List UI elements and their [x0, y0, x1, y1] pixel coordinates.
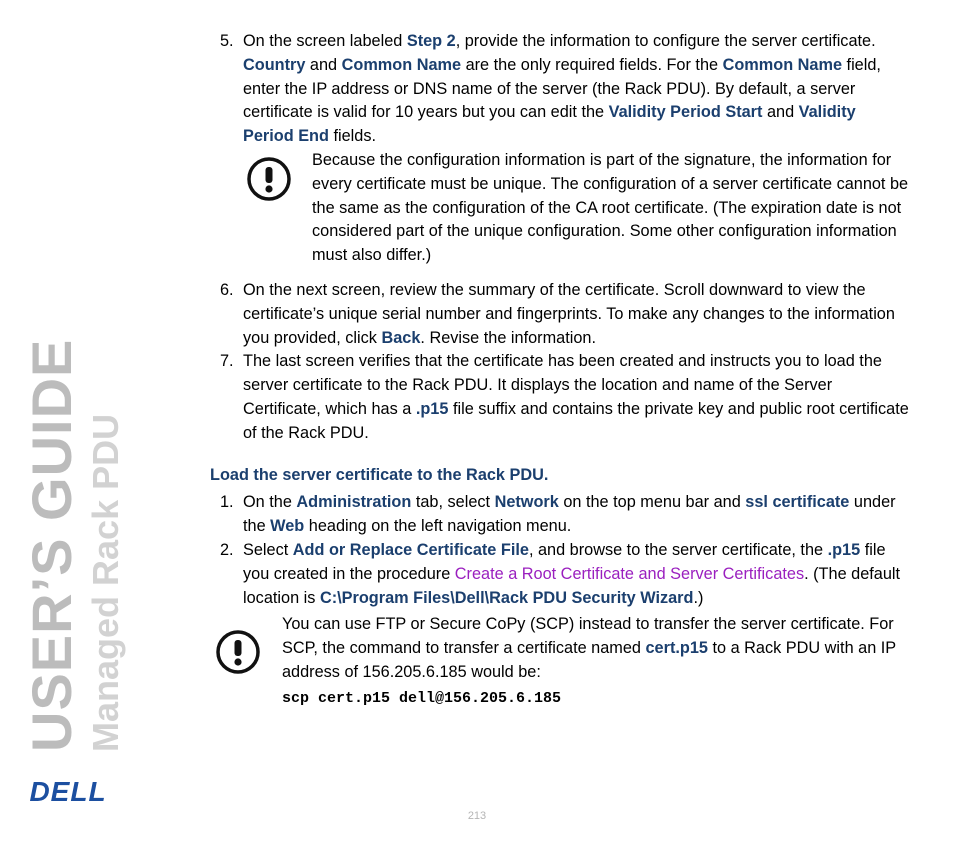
bold-term: Back — [381, 328, 421, 347]
bold-term: Country — [243, 55, 306, 74]
list-item-number: 5. — [220, 32, 234, 50]
section-heading: Load the server certificate to the Rack PDU. — [210, 465, 549, 484]
text-run: You can use FTP or Secure CoPy (SCP) instead to transfer the server certificate. For SCP, the command to transfer a certificate named — [282, 615, 894, 658]
sidebar-subtitle: Managed Rack PDU — [85, 413, 126, 752]
text-run: field, enter the IP address or DNS name of the server (the Rack PDU). By default, a server certificate is valid for 10 years but you can edit the — [243, 55, 881, 122]
bold-term: Web — [270, 517, 305, 536]
text-run: On the screen labeled — [243, 32, 407, 50]
bold-term: Validity Period Start — [608, 103, 763, 122]
text-run: and — [762, 103, 799, 122]
text-run: On the next screen, review the summary of the certificate. Scroll downward to view the certificate’s unique serial number and fingerprints. To make any changes to the information you provided, click — [243, 280, 895, 347]
text-run: , and browse to the server certificate, the — [528, 540, 828, 559]
bold-term: Common Name — [722, 55, 843, 74]
bold-term: cert.p15 — [645, 639, 708, 658]
list-item — [210, 491, 910, 539]
list-item-number: 6. — [220, 280, 234, 299]
list-item-number: 7. — [220, 352, 234, 371]
exclamation-icon — [246, 156, 292, 202]
scp-command: scp cert.p15 dell@156.205.6.185 — [282, 689, 562, 707]
sidebar-title: USER’S GUIDE — [20, 338, 83, 752]
list-item-text — [243, 350, 910, 445]
text-run: . (The default location is — [243, 564, 901, 607]
text-run: . Revise the information. — [420, 328, 596, 347]
list-item-text — [243, 30, 910, 149]
bold-term: C:\Program Files\Dell\Rack PDU Security Wizard — [319, 588, 694, 607]
dell-logo — [24, 776, 112, 806]
text-run: .) — [693, 588, 704, 607]
list-item-text — [243, 539, 910, 610]
text-run: On the — [243, 493, 297, 512]
text-run: file suffix and contains the private key and public root certificate of the Rack PDU. — [243, 399, 909, 442]
bold-term: Validity Period End — [243, 103, 856, 146]
bold-term: Network — [494, 493, 559, 512]
list-item-number: 1. — [220, 493, 234, 512]
list-item — [210, 350, 910, 445]
text-run: tab, select — [411, 493, 495, 512]
bold-term: .p15 — [415, 399, 449, 418]
note-uniqueness — [210, 149, 910, 268]
bold-term: Common Name — [341, 55, 462, 74]
list-item-text — [243, 279, 910, 350]
page-number: 213 — [467, 810, 487, 822]
bold-term: Step 2 — [406, 32, 456, 50]
bold-term: Add or Replace Certificate File — [292, 540, 529, 559]
text-run: on the top menu bar and — [558, 493, 746, 512]
svg-text:DELL: DELL — [29, 776, 107, 806]
page-content — [210, 30, 910, 711]
list-item — [210, 539, 910, 610]
text-run: fields. — [328, 127, 377, 146]
exclamation-icon — [215, 629, 261, 675]
text-run: The last screen verifies that the certificate has been created and instructs you to load the server certificate to the Rack PDU. It displays the location and name of the Server Certificate, which has a — [243, 352, 882, 418]
text-run: heading on the left navigation menu. — [304, 517, 572, 536]
list-item — [210, 30, 910, 149]
text-run: are the only required fields. For the — [461, 55, 723, 74]
steps-list-b — [210, 279, 910, 446]
text-run: file you created in the procedure — [243, 540, 886, 583]
bold-term: Administration — [296, 493, 412, 512]
list-item-text — [243, 491, 910, 539]
steps-list-a — [210, 30, 910, 149]
text-run: to a Rack PDU with an IP address of 156.205.6.185 would be: — [282, 639, 896, 681]
text-run: under the — [243, 493, 896, 536]
text-run: , provide the information to configure the server certificate. — [455, 32, 876, 50]
list-item — [210, 279, 910, 350]
list-item-number: 2. — [220, 540, 234, 559]
cross-reference-link[interactable]: Create a Root Certificate and Server Certificates — [454, 564, 805, 583]
text-run: and — [305, 55, 342, 74]
note-scp — [210, 613, 910, 710]
bold-term: .p15 — [827, 540, 861, 559]
steps-list-c — [210, 491, 910, 610]
note-text: Because the configuration information is part of the signature, the information for every certificate must be unique. The configuration of a server certificate cannot be the same as the configuration of the CA root certificate. (The expiration date is not considered part of the unique configuration. Some other configuration information must also differ.) — [312, 150, 909, 265]
bold-term: ssl certificate — [745, 493, 850, 512]
note-scp-text — [282, 613, 910, 684]
text-run: Select — [243, 540, 293, 559]
